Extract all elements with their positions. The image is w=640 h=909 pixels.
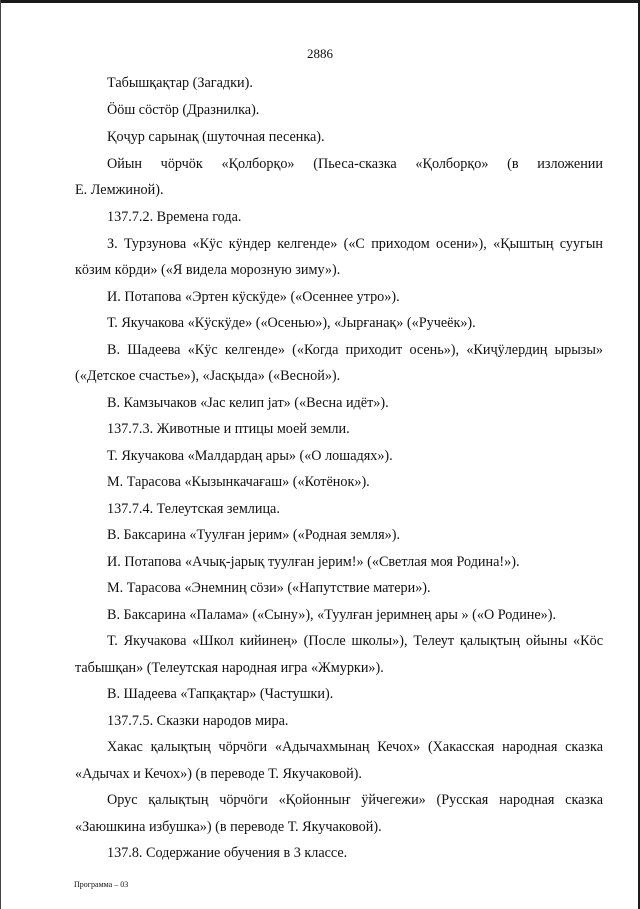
text-line: И. Потапова «Ачық-јарық туулған јерим!» («Светлая моя Родина!»). — [107, 554, 520, 570]
text-line: («Детское счастье»), «Јасқыда» («Весной»). — [75, 368, 341, 384]
text-line: Қоҷур сарынақ (шуточная песенка). — [107, 129, 325, 145]
section-heading: 137.7.3. Животные и птицы моей земли. — [107, 421, 350, 437]
text-line: Ӧӧш сӧстӧр (Дразнилка). — [107, 102, 260, 118]
scan-border-top — [0, 0, 640, 3]
text-line: В. Шадеева «Тапқақтар» (Частушки). — [107, 686, 334, 702]
text-line: Т. Якучакова «Школ кийинең» (После школы»), Телеут қалықтың ойыны «Кӧс — [107, 633, 603, 649]
text-line: Т. Якучакова «Кӱскӱде» («Осенью»), «Јырғанақ» («Ручеёк»). — [107, 315, 476, 331]
section-heading: 137.8. Содержание обучения в 3 классе. — [107, 845, 348, 861]
text-line: Е. Лемжиной). — [75, 182, 164, 198]
text-line: В. Баксарина «Туулған јерим» («Родная земля»). — [107, 527, 400, 543]
text-line: кӧзим кӧрди» («Я видела морозную зиму»). — [75, 262, 341, 278]
text-line: М. Тарасова «Кызынкачағаш» («Котёнок»). — [107, 474, 370, 490]
section-heading: 137.7.4. Телеутская землица. — [107, 501, 280, 517]
text-line: Ойын чӧрчӧк «Қолборқо» (Пьеса-сказка «Қолборқо» (в изложении — [107, 156, 603, 172]
page-number: 2886 — [307, 46, 333, 61]
section-heading: 137.7.2. Времена года. — [107, 209, 242, 225]
text-line: В. Баксарина «Палама» («Сыну»), «Туулған јеримнең ары » («О Родине»). — [107, 607, 557, 623]
text-line: Орус қалықтың чӧрчӧги «Қойонныҥ ӱйчегежи» (Русская народная сказка — [107, 792, 603, 808]
text-line: Т. Якучакова «Малдардаң ары» («О лошадях»). — [107, 448, 393, 464]
text-line: «Заюшкина избушка») (в переводе Т. Якучаковой). — [75, 819, 382, 835]
page-footer: Программа – 03 — [74, 880, 129, 889]
text-line: «Адычах и Кечох») (в переводе Т. Якучаковой). — [75, 766, 362, 782]
text-line: В. Камзычаков «Јас келип јат» («Весна идёт»). — [107, 395, 389, 411]
text-line: Табышқақтар (Загадки). — [107, 75, 253, 91]
text-line: Хакас қалықтың чӧрчӧги «Адычахмынаң Кечох» (Хакасская народная сказка — [107, 739, 603, 755]
text-line: В. Шадеева «Кӱс келгенде» («Когда приходит осень»), «Киҷӱлердиң ырызы» — [107, 342, 603, 358]
text-line: З. Турзунова «Кӱс кӱндер келгенде» («С приходом осени»), «Қыштың суугын — [107, 236, 603, 252]
text-line: И. Потапова «Эртен кӱскӱде» («Осеннее утро»). — [107, 289, 400, 305]
scan-border-left — [0, 0, 1, 909]
section-heading: 137.7.5. Сказки народов мира. — [107, 713, 289, 729]
text-line: М. Тарасова «Энемниң сӧзи» («Напутствие матери»). — [107, 580, 431, 596]
text-line: табышқан» (Телеутская народная игра «Жмурки»). — [75, 660, 384, 676]
